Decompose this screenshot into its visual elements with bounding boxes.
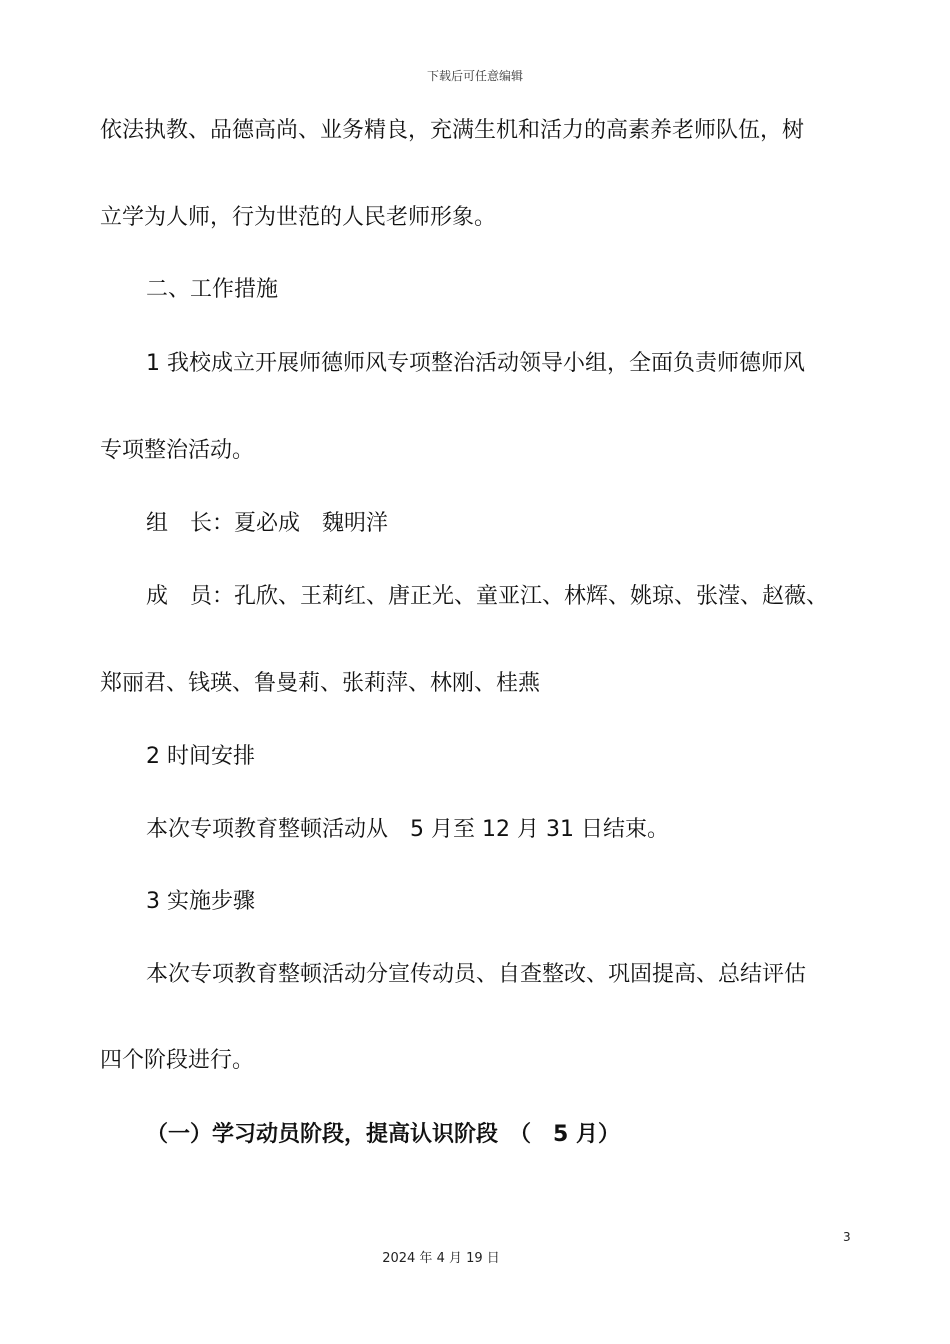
subsection-heading: 3 实施步骤 [146,889,255,914]
paragraph-line: 专项整治活动。 [100,438,255,463]
header-note: 下载后可任意编辑 [426,69,523,83]
members-line-continued: 郑丽君、钱瑛、鲁曼莉、张莉萍、林刚、桂燕 [100,671,541,696]
members-line: 成 员：孔欣、王莉红、唐正光、童亚江、林辉、姚琼、张滢、赵薇、 [146,584,829,609]
section-heading: 二、工作措施 [146,277,279,302]
leader-line: 组 长：夏必成 魏明洋 [146,511,389,536]
paragraph-line: 四个阶段进行。 [100,1048,255,1073]
footer-date: 2024 年 4 月 19 日 [382,1251,500,1266]
paragraph-line: 1 我校成立开展师德师风专项整治活动领导小组，全面负责师德师风 [146,351,805,376]
subsection-heading: 2 时间安排 [146,744,255,769]
paragraph-line: 立学为人师，行为世范的人民老师形象。 [100,205,497,230]
phase-heading: （一）学习动员阶段，提高认识阶段 （ 5 月） [146,1122,620,1147]
paragraph-line: 依法执教、品德高尚、业务精良，充满生机和活力的高素养老师队伍，树 [100,118,805,143]
paragraph-line: 本次专项教育整顿活动从 5 月至 12 月 31 日结束。 [146,817,669,842]
paragraph-line: 本次专项教育整顿活动分宣传动员、自查整改、巩固提高、总结评估 [146,962,807,987]
page-number: 3 [843,1230,851,1244]
